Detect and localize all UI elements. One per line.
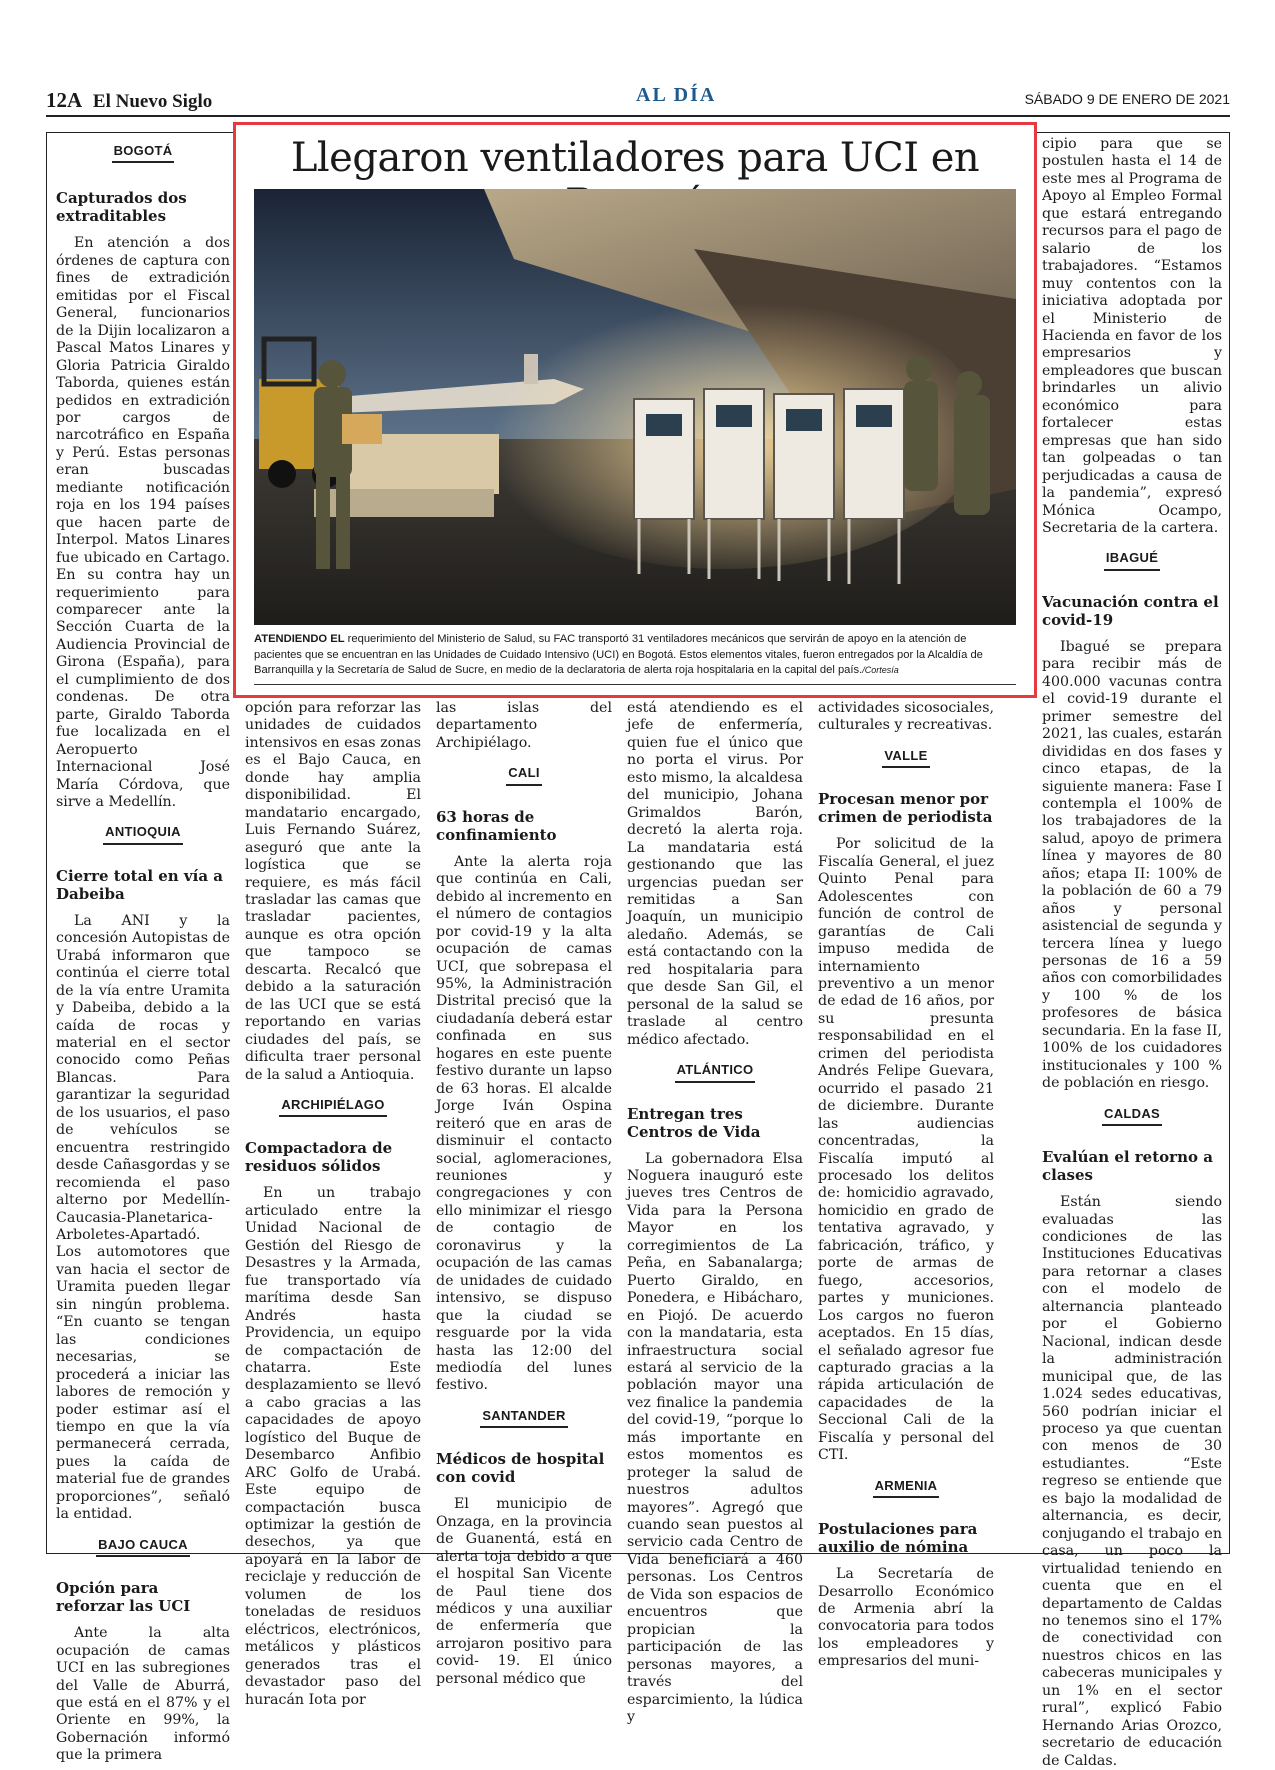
section-label-antioquia: ANTIOQUIA (56, 823, 230, 844)
section-label-atlantico: ATLÁNTICO (627, 1061, 803, 1082)
article-text: El municipio de Onzaga, en la provincia de Guanentá, está en alerta toja debido a que el hospital San Vicente de Paul tiene dos médicos y una auxiliar de enfermería que arrojaron positivo para covid- 19. El único personal médico que (436, 1496, 612, 1687)
section-label-cali: CALI (436, 764, 612, 785)
section-label-valle: VALLE (818, 747, 994, 768)
header-left (46, 88, 212, 113)
section-label-bogota: BOGOTÁ (56, 142, 230, 163)
section-label-santander: SANTANDER (436, 1407, 612, 1428)
section-label-archipielago: ARCHIPIÉLAGO (245, 1096, 421, 1117)
headline-vacunacion: Vacunación contra el covid-19 (1042, 592, 1219, 629)
feature-caption (254, 632, 1016, 679)
issue-date: SÁBADO 9 DE ENERO DE 2021 (1024, 91, 1230, 107)
headline-reforzar-uci: Opción para reforzar las UCI (56, 1579, 191, 1616)
headline-auxilio-nomina: Postulaciones para auxilio de nómina (818, 1520, 978, 1557)
feature-headline: Llegaron ventiladores para UCI en (290, 135, 980, 181)
headline-extraditables: Capturados dos extraditables (56, 189, 187, 226)
article-text: actividades sicosociales, culturales y recreativas. (818, 700, 994, 734)
article-text: cipio para que se postulen hasta el 14 de este mes al Programa de Apoyo al Empleo Formal que estará entregando recursos para el pago de salario de los trabajadores. “Estamos muy contentos con la iniciativa adoptada por el Ministerio de Hacienda en favor de los empresarios y empleadores que buscan brindarles un alivio económico para fortalecer estas empresas que han sido tan golpeadas o tan perjudicadas a causa de la pandemia”, expresó Mónica Ocampo, Secretaria de la cartera. (1042, 136, 1222, 536)
section-label-caldas: CALDAS (1042, 1105, 1222, 1126)
headline-periodista: Procesan menor por crimen de periodista (818, 790, 993, 827)
article-text: Por solicitud de la Fiscalía General, el juez Quinto Penal para Adolescentes con función de control de garantías de Cali impuso medida de internamiento preventivo a un menor de edad de 16 años, por su presunta responsabilidad en el crimen del periodista Andrés Felipe Guevara, ocurrido el pasado 21 de diciembre. Durante las audiencias concentradas, la Fiscalía imputó al procesado los delitos de: homicidio agravado, homicidio en grado de tentativa agravado, y fabricación, tráfico, y porte de armas de fuego, accesorios, partes y municiones. Los cargos no fueron aceptados. En 15 días, el señalado agresor fue capturado gracias a la rápida articulación de capacidades de la Seccional Cali de la Fiscalía y personal del CTI. (818, 836, 994, 1464)
section-label-armenia: ARMENIA (818, 1477, 994, 1498)
column-5 (818, 700, 994, 1671)
section-label-bajo-cauca: BAJO CAUCA (56, 1536, 230, 1557)
headline-compactadora: Compactadora de residuos sólidos (245, 1139, 393, 1176)
article-text: Están siendo evaluadas las condiciones de las Instituciones Educativas para retornar a clases con el modelo de alternancia planteado por el Gobierno Nacional, indican desde la administración municipal que, de las 1.024 sedes educativas, 560 podrían iniciar el proceso ya que cuentan con menos de 30 estudiantes. “Este regreso se entiende que es bajo la modalidad de alternancia, es decir, conjugando el trabajo en casa, un poco la virtualidad teniendo en cuenta que en el departamento de Caldas no tenemos sino el 17% de conectividad con nuestros chicos en las cabeceras municipales y un 1% en el sector rural”, explicó Fabio Hernando Arias Orozco, secretario de educación de Caldas. (1042, 1194, 1222, 1769)
page-number: 12A (46, 88, 83, 112)
article-text: está atendiendo es el jefe de enfermería, quien fue el único que no porta el virus. Por esto mismo, la alcaldesa del municipio, Johana Grimaldos Barón, decretó la alerta roja. La mandataria está gestionando que las urgencias puedan ser remitidas a San Joaquín, un municipio aledaño. Además, se está contactando con la red hospitalaria para que desde San Gil, el personal de la salud se traslade al centro médico afectado. (627, 700, 803, 1048)
headline-retorno-clases: Evalúan el retorno a clases (1042, 1148, 1213, 1185)
photo-credit: /Cortesía (862, 665, 899, 675)
column-6 (1042, 136, 1222, 1770)
caption-rule (254, 684, 1016, 685)
article-text: La Secretaría de Desarrollo Económico de Armenia abrí la convocatoria para todos los empleadores y empresarios del muni- (818, 1566, 994, 1670)
headline-dabeiba: Cierre total en vía a Dabeiba (56, 866, 223, 903)
featured-article[interactable] (233, 122, 1037, 698)
column-2 (245, 700, 421, 1709)
article-text: las islas del departamento Archipiélago. (436, 700, 612, 751)
article-text: La ANI y la concesión Autopistas de Urabá informaron que continúa el cierre total de la vía entre Uramita y Dabeiba, debido a la caída de rocas y material en el sector conocido como Peñas Blancas. Para garantizar la seguridad de los usuarios, el paso de vehículos se encuentra restringido desde Cañasgordas y se recomienda el paso alterno por Medellín-Caucasia-Planetarica-Arboletes-Apartadó. Los automotores que van hacia el sector de Uramita pueden llegar sin ningún problema. “En cuanto se tengan las condiciones necesarias, se procederá a iniciar las labores de remoción y poder estimar así el tiempo en que la vía permanecerá cerrada, pues la caída de material fue de grandes proporciones”, señaló la entidad. (56, 912, 230, 1523)
article-text: Ante la alerta roja que continúa en Cali, debido al incremento en el número de contagios por covid-19 y la alta ocupación de camas UCI, que sobrepasa el 95%, la Administración Distrital precisó que la ciudadanía deberá estar confinada en sus hogares en este puente festivo durante un lapso de 63 horas. El alcalde Jorge Iván Ospina reiteró que en aras de disminuir el contacto social, aglomeraciones, reuniones y congregaciones y con ello minimizar el riesgo de contagio de coronavirus y la ocupación de las camas de unidades de cuidado intensivo, se dispuso que la ciudad se resguarde por la vida hasta las 12:00 del mediodía del lunes festivo. (436, 853, 612, 1394)
headline-centros-vida: Entregan tres Centros de Vida (627, 1104, 761, 1141)
article-text: En atención a dos órdenes de captura con fines de extradición emitidas por el Fiscal General, funcionarios de la Dijin localizaron a Pascal Matos Linares y Gloria Patricia Giraldo Taborda, quienes están pedidos en extradición por cargos de narcotráfico en España y Perú. Estas personas eran buscadas mediante notificación roja en los 194 países que hacen parte de Interpol. Matos Linares fue ubicado en Cartago. En su contra hay un requerimiento para comparecer ante la Sección Cuarta de la Audiencia Provincial de Girona (España), para el cumplimiento de dos condenas. De otra parte, Giraldo Taborda fue localizada en el Aeropuerto Internacional José María Córdova, que sirve a Medellín. (56, 235, 230, 810)
headline-confinamiento: 63 horas de confinamiento (436, 807, 557, 844)
feature-photo (254, 189, 1016, 625)
headline-medicos-covid: Médicos de hospital con covid (436, 1450, 605, 1487)
column-3 (436, 700, 612, 1688)
newspaper-name: El Nuevo Siglo (92, 91, 213, 112)
column-1 (56, 136, 230, 1765)
article-text: En un trabajo articulado entre la Unidad Nacional de Gestión del Riesgo de Desastres y la Armada, fue transportado vía marítima desde San Andrés hasta Providencia, un equipo de compactación de chatarra. Este desplazamiento se llevó a cabo gracias a las capacidades de apoyo logístico del Buque de Desembarco Anfibio ARC Golfo de Urabá. Este equipo de compactación busca optimizar la gestión de desechos, ya que apoyará en la labor de reciclaje y reducción de volumen de los toneladas de residuos eléctricos, electrónicos, metálicos y plásticos generados tras el devastador paso del huracán Iota por (245, 1185, 421, 1708)
article-text: Ibagué se prepara para recibir más de 400.000 vacunas contra el covid-19 durante el primer semestre del 2021, las cuales, estarán divididas en dos fases y cinco etapas, de la siguiente manera: Fase I contempla el 100% de los trabajadores de la salud, apoyo de primera línea y mayores de 80 años; etapa II: 100% de la población de 60 a 79 años y personal asistencial de segunda y tercera línea y luego personas de 16 a 59 años con comorbilidades y 100 % de los profesores de básica secundaria. En la fase II, 100% de los cuidadores institucionales y 100 % de población en riesgo. (1042, 638, 1222, 1092)
article-text: opción para reforzar las unidades de cuidados intensivos en esas zonas es el Bajo Cauca, en donde hay amplia disponibilidad. El mandatario encargado, Luis Fernando Suárez, aseguró que ante la logística que se requiere, es más fácil trasladar las camas que trasladar pacientes, aunque es otra opción que tampoco se descarta. Recalcó que debido a la saturación de las UCI que se está reportando en varias ciudades del país, se dificulta traer personal de la salud a Antioquia. (245, 700, 421, 1083)
airport-night-photo (254, 189, 1016, 625)
section-title: AL DÍA (636, 84, 717, 106)
column-4 (627, 700, 803, 1726)
section-label-ibague: IBAGUÉ (1042, 549, 1222, 570)
caption-lead: ATENDIENDO EL (254, 633, 345, 645)
caption-text: requerimiento del Ministerio de Salud, su FAC transportó 31 ventiladores mecánicos que servirán de apoyo en la atención de pacientes que se encuentran en las Unidades de Cuidado Intensivo (UCI) en Bogotá. Estos elementos vitales, fueron entregados por la Alcaldía de Barranquilla y la Secretaría de Salud de Sucre, en medio de la declaratoria de alerta roja hospitalaria en la capital del país. (254, 633, 983, 676)
article-text: La gobernadora Elsa Noguera inauguró este jueves tres Centros de Vida para la Persona Mayor en los corregimientos de La Peña, en Sabanalarga; Puerto Giraldo, en Ponedera, e Hibácharo, en Piojó. De acuerdo con la mandataria, esta infraestructura social estará al servicio de la población mayor una vez finalice la pandemia del covid-19, “porque lo más importante en estos momentos es proteger la salud de nuestros adultos mayores”. Agregó que cuando sean puestos al servicio cada Centro de Vida beneficiará a 460 personas. Los Centros de Vida son espacios de encuentros que propician la participación de las personas mayores, a través del esparcimiento, la lúdica y (627, 1150, 803, 1726)
page-header (46, 84, 1230, 112)
article-text: Ante la alta ocupación de camas UCI en las subregiones del Valle de Aburrá, que está en el 87% y el Oriente en 99%, la Gobernación informó que la primera (56, 1625, 230, 1764)
header-rule (46, 115, 1230, 117)
